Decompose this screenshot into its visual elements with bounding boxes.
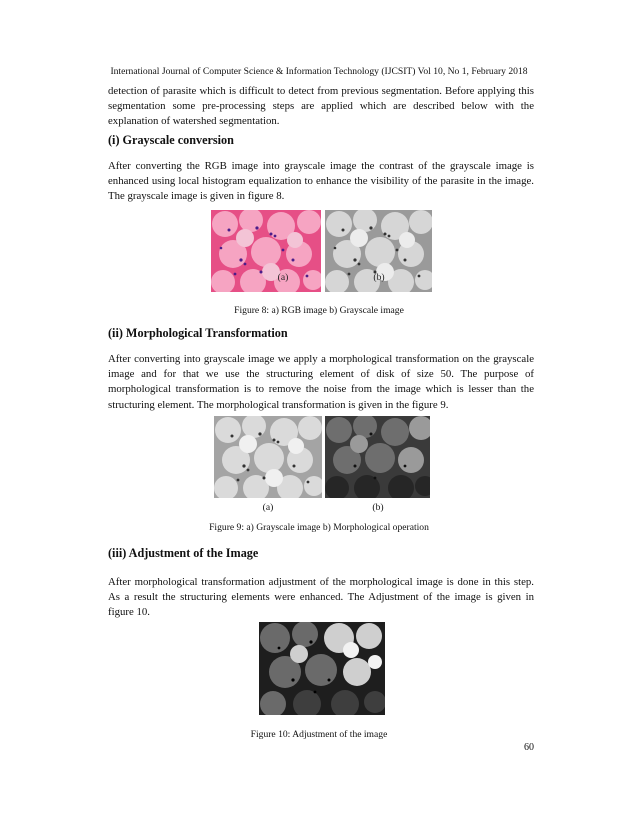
page-number: 60	[524, 742, 534, 753]
figure-10-caption: Figure 10: Adjustment of the image	[250, 729, 388, 740]
figure-10-adjusted-image	[259, 622, 385, 715]
figure-8-caption: Figure 8: a) RGB image b) Grayscale image	[234, 305, 404, 316]
figure-9-caption: Figure 9: a) Grayscale image b) Morphological operation	[209, 522, 429, 533]
figure-9-label-b: (b)	[372, 502, 384, 513]
adjustment-paragraph: After morphological transformation adjustment of the morphological image is done in this step. As a result the structuring elements were enhanced. The Adjustment of the image is given in figure 10.	[108, 576, 534, 619]
figure-8-rgb-image	[211, 210, 321, 292]
heading-adjustment: (iii) Adjustment of the Image	[108, 546, 259, 560]
figure-9-grayscale-image	[214, 416, 322, 498]
figure-8-label-a: (a)	[277, 272, 289, 283]
figure-8-label-b: (b)	[373, 272, 385, 283]
heading-morphological: (ii) Morphological Transformation	[108, 326, 288, 340]
grayscale-paragraph: After converting the RGB image into grayscale image the contrast of the grayscale image is enhanced using local histogram equalization to enhance the visibility of the parasite in the image. The grayscale image is given in figure 8.	[108, 160, 534, 203]
figure-8-grayscale-image	[325, 210, 432, 292]
journal-header: International Journal of Computer Science & Information Technology (IJCSIT) Vol 10, No 1, February 2018	[110, 66, 528, 77]
figure-9-label-a: (a)	[262, 502, 274, 513]
figure-9-morphological-image	[325, 416, 430, 498]
intro-paragraph: detection of parasite which is difficult to detect from previous segmentation. Before applying this segmentation some pre-processing steps are applied which are described below with the explanation of watershed segmentation.	[108, 85, 534, 128]
morphological-paragraph: After converting into grayscale image we apply a morphological transformation on the grayscale image and for that we use the structuring element of disk of size 50. The purpose of morphological transformation is to remove the noise from the image which is lesser than the structuring element. The morphological transformation is given in the figure 9.	[108, 353, 534, 411]
heading-grayscale: (i) Grayscale conversion	[108, 133, 234, 147]
